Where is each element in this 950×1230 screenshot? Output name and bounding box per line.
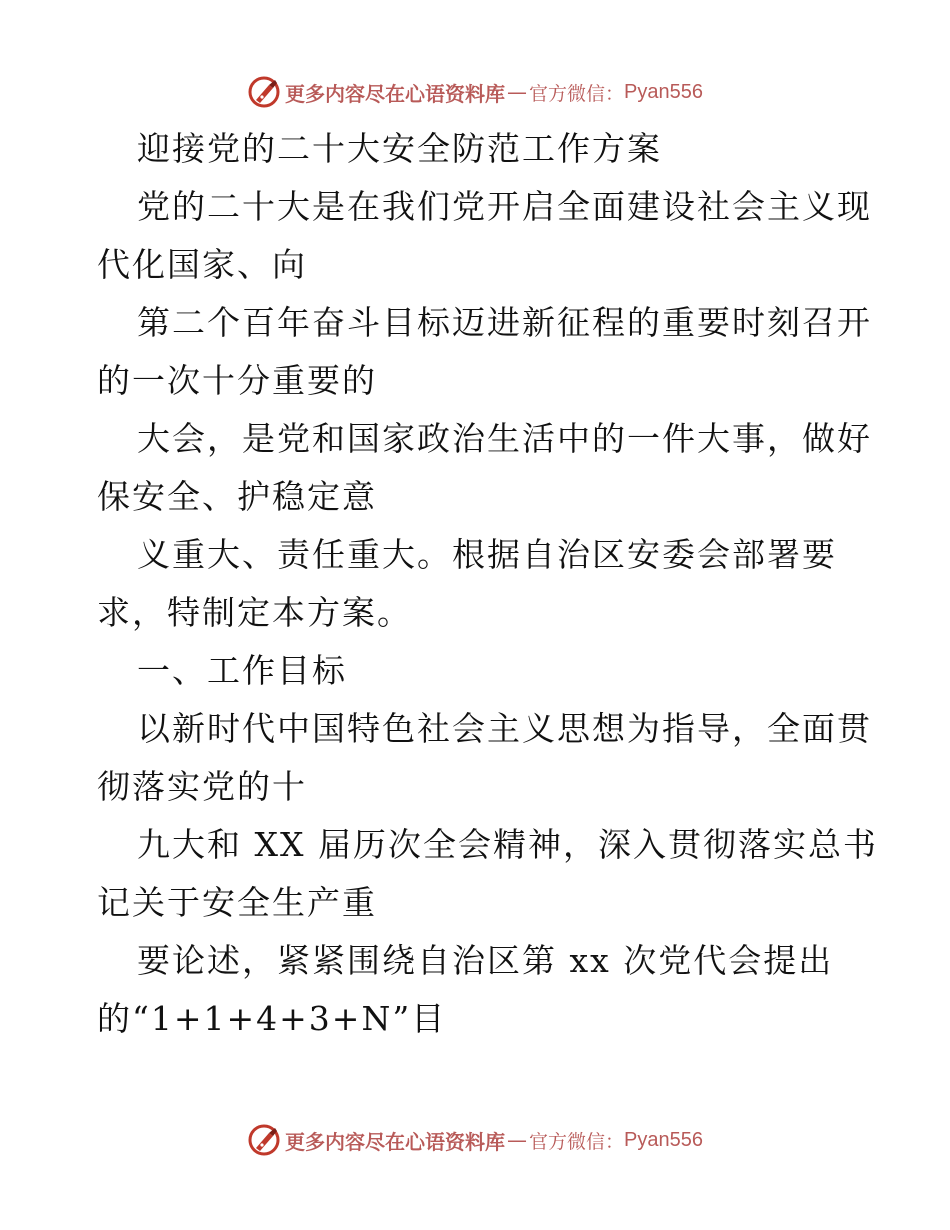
banner-promo-text: 更多内容尽在心语资料库 — [285, 81, 505, 106]
banner-separator: — — [507, 1128, 527, 1152]
document-line: 第二个百年奋斗目标迈进新征程的重要时刻召开 — [137, 303, 872, 342]
document-line: 的一次十分重要的 — [97, 361, 377, 400]
document-title: 迎接党的二十大安全防范工作方案 — [137, 129, 662, 168]
document-line: 要论述，紧紧围绕自治区第 xx 次党代会提出 — [137, 941, 834, 980]
pen-nib-logo-icon — [247, 75, 281, 109]
document-line: 代化国家、向 — [97, 245, 307, 284]
pen-nib-logo-icon — [247, 1123, 281, 1157]
banner-promo-text: 更多内容尽在心语资料库 — [285, 1129, 505, 1154]
banner-separator: — — [507, 80, 527, 104]
document-line: 彻落实党的十 — [97, 767, 307, 806]
document-line: 记关于安全生产重 — [97, 883, 377, 922]
document-line: 保安全、护稳定意 — [97, 477, 377, 516]
banner-official-label: 官方微信： — [529, 1130, 625, 1153]
banner-account-id: Pyan556 — [624, 80, 703, 103]
footer-banner — [0, 1120, 950, 1160]
section-heading: 一、工作目标 — [137, 651, 347, 690]
document-line: 义重大、责任重大。根据自治区安委会部署要 — [137, 535, 837, 574]
document-line: 求，特制定本方案。 — [97, 593, 412, 632]
banner-official-label: 官方微信： — [529, 82, 625, 105]
banner-account-id: Pyan556 — [624, 1128, 703, 1151]
header-banner — [0, 72, 950, 112]
document-line: 大会，是党和国家政治生活中的一件大事，做好 — [137, 419, 872, 458]
document-line: 党的二十大是在我们党开启全面建设社会主义现 — [137, 187, 872, 226]
document-line: 以新时代中国特色社会主义思想为指导，全面贯 — [137, 709, 872, 748]
document-body — [97, 120, 878, 1048]
document-line: 的“1+1+4+3+N”目 — [97, 999, 447, 1038]
document-line: 九大和 XX 届历次全会精神，深入贯彻落实总书 — [137, 825, 878, 864]
